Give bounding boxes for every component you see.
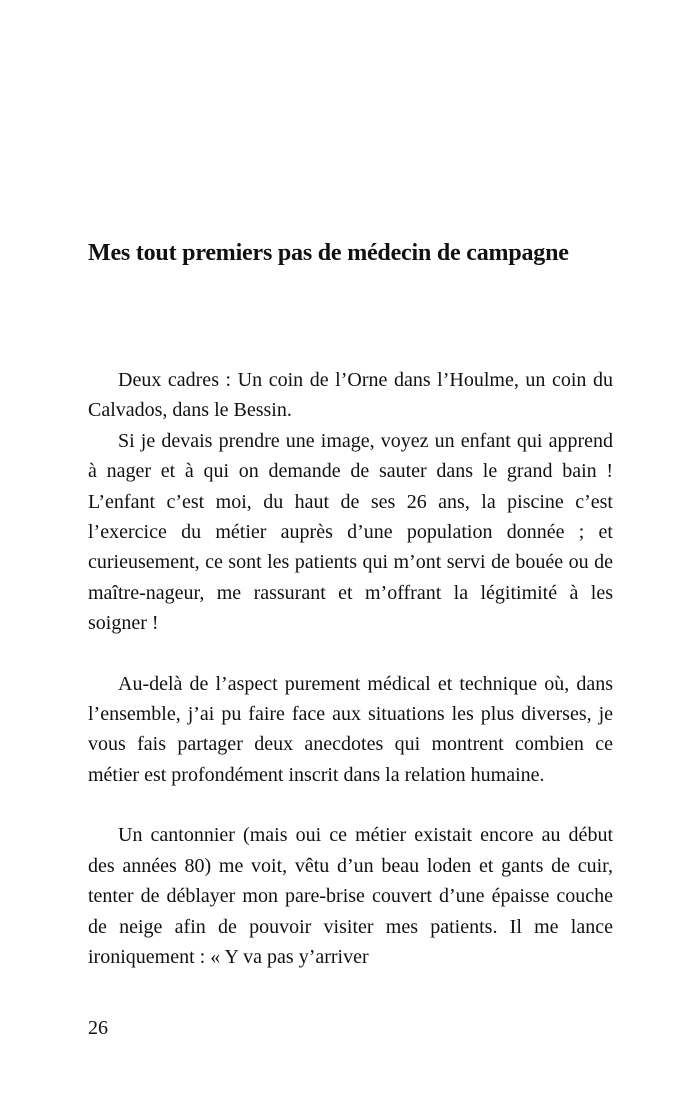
body-text	[88, 365, 613, 972]
paragraph-3: Au-delà de l’aspect purement médical et technique où, dans l’ensemble, j’ai pu faire face aux situations les plus diverses, je vous fais partager deux anecdotes qui montrent combien ce métier est profondément inscrit dans la relation humaine.	[88, 672, 613, 786]
paragraph-1: Deux cadres : Un coin de l’Orne dans l’Houlme, un coin du Calvados, dans le Bessin.	[88, 369, 613, 422]
chapter-title: Mes tout premiers pas de médecin de campagne	[88, 240, 569, 266]
page-number: 26	[88, 1017, 108, 1039]
paragraph-2: Si je devais prendre une image, voyez un enfant qui apprend à nager et à qui on demande de sauter dans le grand bain ! L’enfant c’est moi, du haut de ses 26 ans, la piscine c’est l’exercice du métier auprès d’une population donnée ; et curieusement, ce sont les patients qui m’ont servi de bouée ou de maître-nageur, me rassurant et m’offrant la légitimité à les soigner !	[88, 429, 613, 635]
paragraph-4: Un cantonnier (mais oui ce métier existait encore au début des années 80) me voit, vêtu d’un beau loden et gants de cuir, tenter de déblayer mon pare-brise couvert d’une épaisse couche de neige afin de pouvoir visiter mes patients. Il me lance ironiquement : « Y va pas y’arriver	[88, 824, 613, 968]
